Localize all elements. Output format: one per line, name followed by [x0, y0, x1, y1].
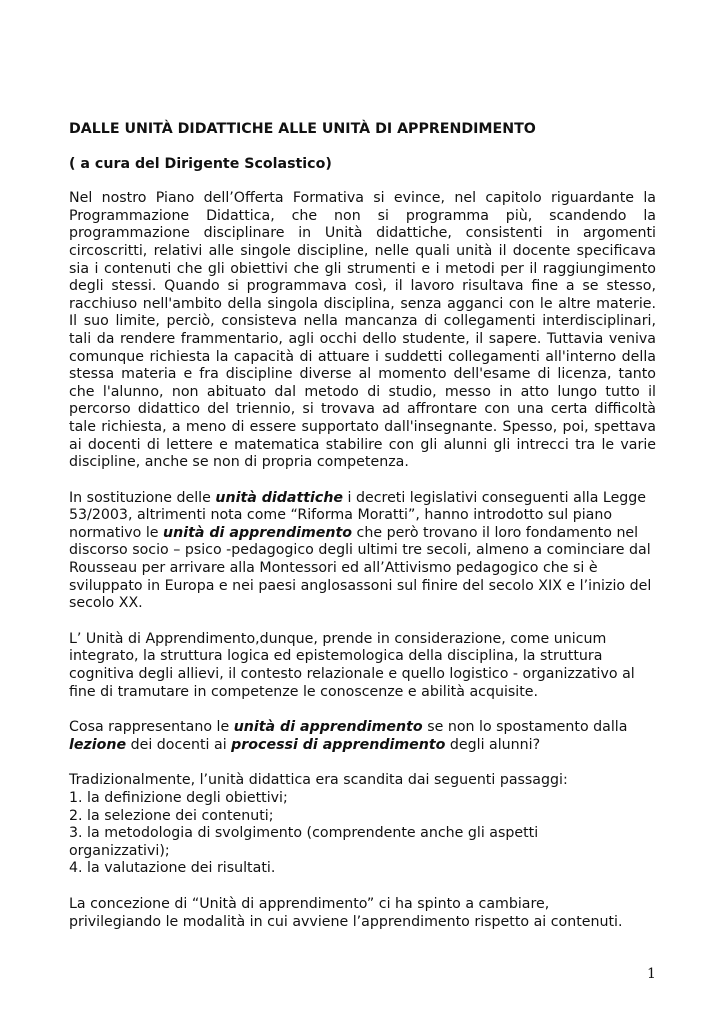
- emphasis-unita-didattiche: unità didattiche: [215, 489, 344, 506]
- emphasis-unita-di-apprendimento: unità di apprendimento: [163, 524, 353, 541]
- list-item: 1. la definizione degli obiettivi;: [69, 790, 288, 806]
- paragraph-1: Nel nostro Piano dell’Offerta Formativa si evince, nel capitolo riguardante la Programmazione Didattica, che non si programma più, scandendo la programmazione disciplinare in Unità didattiche, consistenti in argomenti circoscritti, relativi alle singole discipline, nelle quali unità il docente specificava sia i contenuti che gli obiettivi che gli strumenti e i metodi per il raggiungimento degli stessi. Quando si programmava così, il lavoro risultava fine a se stesso, racchiuso nell'ambito della singola disciplina, senza agganci con le altre materie. Il suo limite, perciò, consisteva nella mancanza di collegamenti interdisciplinari, tali da rendere frammentario, agli occhi dello studente, il sapere. Tuttavia veniva comunque richiesta la capacità di attuare i suddetti collegamenti all'interno della stessa materia e fra discipline diverse al momento dell'esame di licenza, tanto che l'alunno, non abituato dal metodo di studio, messo in atto lungo tutto il percorso didattico del triennio, si trovava ad affrontare con una certa difficoltà tale richiesta, a meno di essere supportato dall'insegnante. Spesso, poi, spettava ai docenti di lettere e matematica stabilire con gli alunni gli intrecci tra le varie discipline, anche se non di propria competenza.: [69, 190, 656, 471]
- document-title: DALLE UNITÀ DIDATTICHE ALLE UNITÀ DI APPRENDIMENTO: [69, 121, 536, 137]
- list-item: 2. la selezione dei contenuti;: [69, 807, 274, 824]
- paragraph-4-line-1: [69, 719, 656, 737]
- paragraph-5-line: privilegiando le modalità in cui avviene l’apprendimento rispetto ai contenuti.: [69, 913, 623, 930]
- paragraph-4: [69, 719, 656, 754]
- paragraph-2: [69, 490, 656, 613]
- paragraph-4-text: degli alunni?: [445, 736, 541, 753]
- list-item: organizzativi);: [69, 842, 170, 859]
- paragraph-3: L’ Unità di Apprendimento,dunque, prende in considerazione, come unicum integrato, la struttura logica ed epistemologica della disciplina, la struttura cognitiva degli allievi, il contesto relazionale e quello logistico - organizzativo al fine di tramutare in competenze le conoscenze e abilità acquisite.: [69, 630, 635, 700]
- list-intro: Tradizionalmente, l’unità didattica era scandita dai seguenti passaggi:: [69, 772, 568, 789]
- steps-list: [69, 772, 656, 878]
- paragraph-2-text: i decreti legislativi conseguenti alla Legge 53/2003, altrimenti nota come “Riforma Moratti”, hanno introdotto sul piano normativo le: [69, 489, 647, 541]
- emphasis-lezione: lezione: [69, 736, 127, 753]
- paragraph-2-text: che però trovano il loro fondamento nel discorso socio – psico -pedagogico degli ultimi tre secoli, almeno a cominciare dal Rousseau per arrivare alla Montessori ed all’Attivismo pedagogico che si è sviluppato in Europa e nei paesi anglosassoni sul finire del secolo XIX e l’inizio del secolo XX.: [69, 524, 652, 612]
- paragraph-5-line: La concezione di “Unità di apprendimento” ci ha spinto a cambiare,: [69, 895, 550, 912]
- list-item: 3. la metodologia di svolgimento (comprendente anche gli aspetti: [69, 825, 539, 842]
- document-subtitle: ( a cura del Dirigente Scolastico): [69, 155, 332, 172]
- paragraph-5: [69, 896, 656, 931]
- emphasis-processi-di-apprendimento: processi di apprendimento: [231, 736, 446, 753]
- list-item: 4. la valutazione dei risultati.: [69, 860, 276, 877]
- document-page: [69, 121, 656, 949]
- paragraph-4-line-2: [69, 737, 656, 755]
- emphasis-unita-di-apprendimento: unità di apprendimento: [233, 719, 423, 736]
- paragraph-2-text: In sostituzione delle: [69, 489, 216, 506]
- paragraph-4-text: dei docenti ai: [126, 736, 232, 753]
- page-number: 1: [647, 966, 656, 982]
- paragraph-4-text: Cosa rappresentano le: [69, 719, 234, 736]
- paragraph-4-text: se non lo spostamento dalla: [422, 719, 628, 736]
